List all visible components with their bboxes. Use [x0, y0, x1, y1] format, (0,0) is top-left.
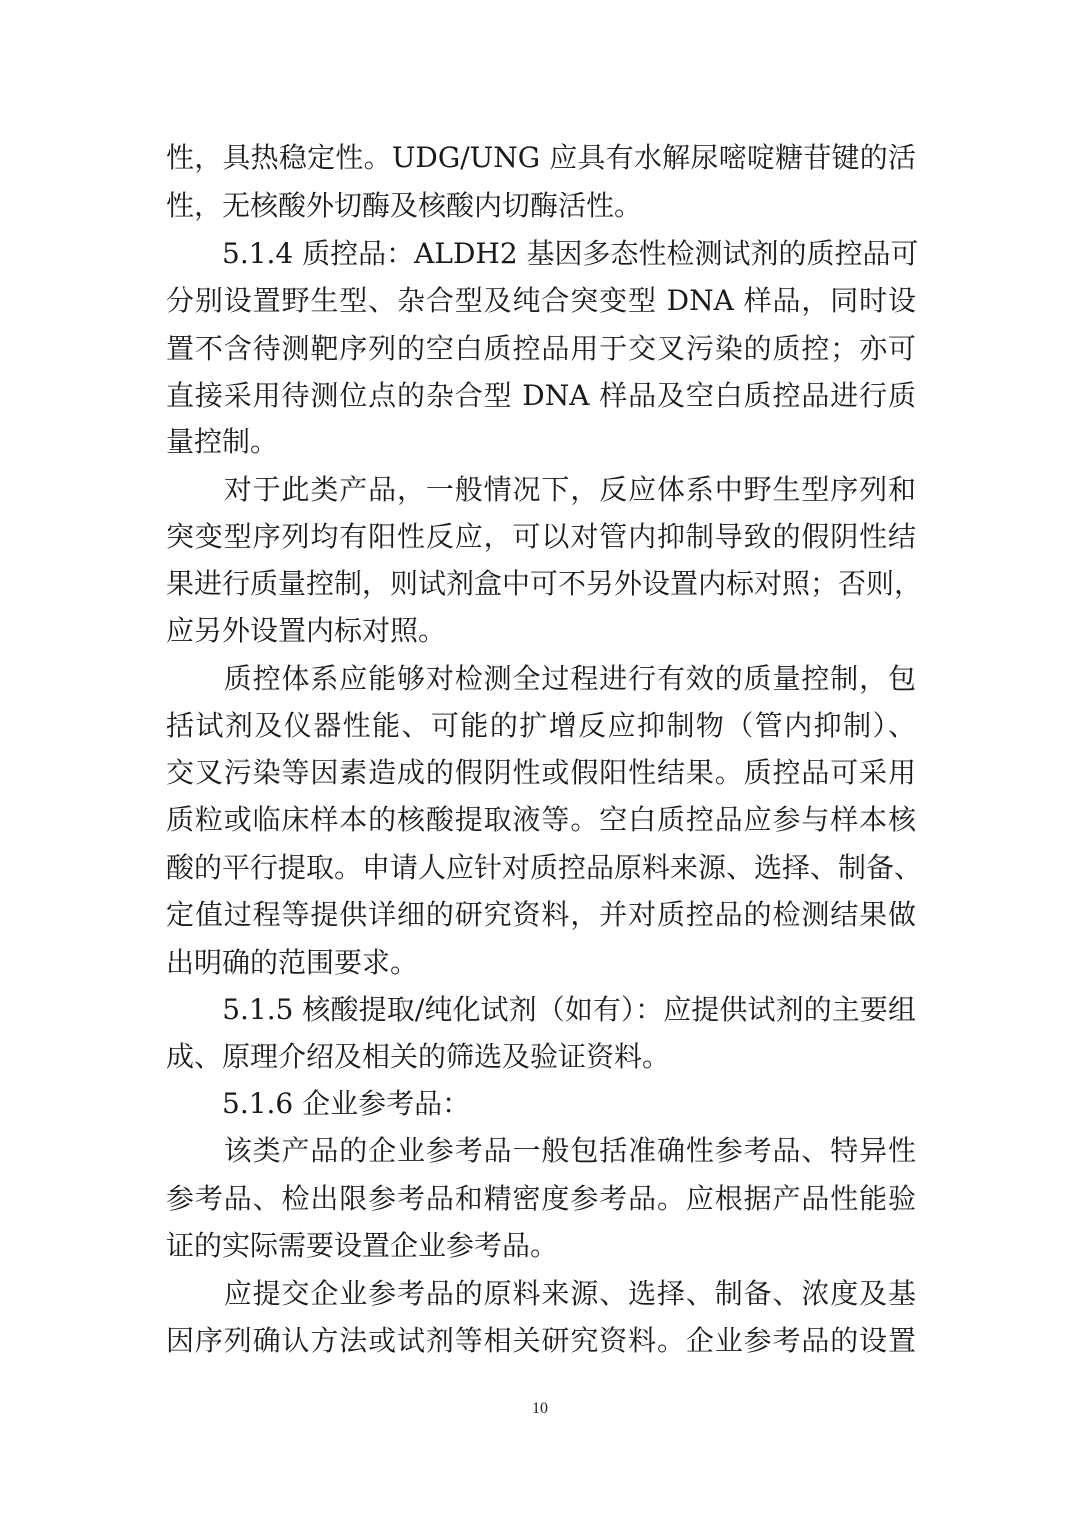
text-line: 质控体系应能够对检测全过程进行有效的质量控制，包	[166, 662, 916, 695]
text-line: 应另外设置内标对照。	[166, 614, 447, 647]
text-line: 该类产品的企业参考品一般包括准确性参考品、特异性	[166, 1134, 916, 1167]
text-line: 质粒或临床样本的核酸提取液等。空白质控品应参与样本核	[166, 803, 916, 836]
text-line: 分别设置野生型、杂合型及纯合突变型 DNA 样品，同时设	[166, 284, 916, 317]
text-line: 5.1.6 企业参考品：	[166, 1087, 471, 1120]
text-line: 5.1.5 核酸提取/纯化试剂（如有）：应提供试剂的主要组	[166, 993, 916, 1026]
text-line: 因序列确认方法或试剂等相关研究资料。企业参考品的设置	[166, 1324, 916, 1357]
page-number: 10	[532, 1400, 548, 1417]
text-line: 直接采用待测位点的杂合型 DNA 样品及空白质控品进行质	[166, 379, 916, 412]
text-line: 证的实际需要设置企业参考品。	[166, 1229, 559, 1262]
text-line: 性，具热稳定性。UDG/UNG 应具有水解尿嘧啶糖苷键的活	[166, 141, 916, 174]
text-line: 量控制。	[166, 425, 279, 458]
text-line: 交叉污染等因素造成的假阴性或假阳性结果。质控品可采用	[166, 756, 916, 789]
text-line: 突变型序列均有阳性反应，可以对管内抑制导致的假阴性结	[166, 520, 916, 553]
text-line: 置不含待测靶序列的空白质控品用于交叉污染的质控；亦可	[166, 332, 916, 365]
text-line: 5.1.4 质控品：ALDH2 基因多态性检测试剂的质控品可	[166, 237, 919, 270]
text-line: 出明确的范围要求。	[166, 946, 419, 979]
text-line: 参考品、检出限参考品和精密度参考品。应根据产品性能验	[166, 1182, 916, 1215]
text-line: 对于此类产品，一般情况下，反应体系中野生型序列和	[166, 473, 916, 506]
text-line: 酸的平行提取。申请人应针对质控品原料来源、选择、制备、	[166, 851, 923, 884]
text-line: 性，无核酸外切酶及核酸内切酶活性。	[166, 189, 643, 222]
text-line: 定值过程等提供详细的研究资料，并对质控品的检测结果做	[166, 898, 916, 931]
text-line: 应提交企业参考品的原料来源、选择、制备、浓度及基	[166, 1277, 916, 1310]
text-line: 果进行质量控制，则试剂盒中可不另外设置内标对照；否则，	[166, 567, 923, 600]
text-line: 括试剂及仪器性能、可能的扩增反应抑制物（管内抑制）、	[166, 709, 916, 742]
text-line: 成、原理介绍及相关的筛选及验证资料。	[166, 1040, 671, 1073]
